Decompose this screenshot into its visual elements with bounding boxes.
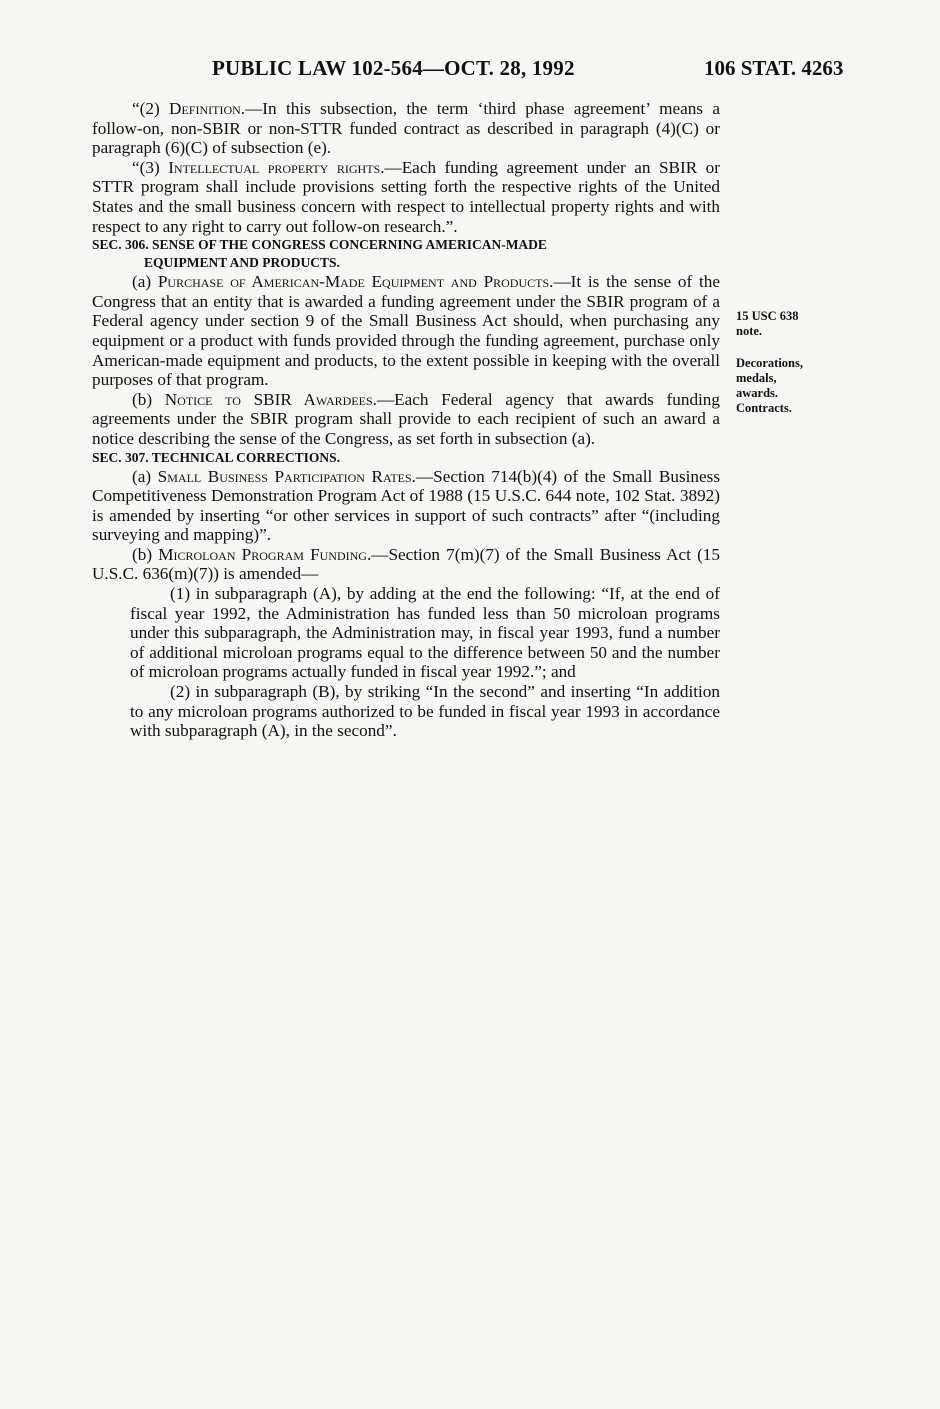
- paragraph-heading: Small Business Participation Rates: [157, 466, 412, 486]
- paragraph-notice: [92, 390, 720, 449]
- paragraph-number: (b): [132, 544, 159, 564]
- paragraph-subpara-a: (1) in subparagraph (A), by adding at the end the following: “If, at the end of fiscal year 1992, the Administration has funded less than 50 microloan programs under this subparagraph, the Administration may, in fiscal year 1993, fund a number of additional microloan programs equal to the difference between 50 and the number of microloan programs actually funded in fiscal year 1992.”; and: [130, 584, 720, 682]
- paragraph-number: “(3): [132, 157, 169, 177]
- paragraph-text: .—Section 714(b)(4) of the Small Business Competitiveness Demonstration Program Act of 1988 (15 U.S.C. 644 note, 102 Stat. 3892) is amended by inserting “or other services in support of such contracts” after “(including surveying and mapping)”.: [92, 466, 721, 545]
- paragraph-number: (a): [132, 272, 158, 292]
- section-307-heading: SEC. 307. TECHNICAL CORRECTIONS.: [92, 449, 341, 465]
- paragraph-number: (a): [132, 466, 158, 486]
- paragraph-microloan: [92, 545, 720, 584]
- paragraph-heading: Definition: [169, 99, 241, 118]
- document-body: [92, 99, 720, 741]
- page-number: 106 STAT. 4263: [704, 56, 844, 80]
- margin-note-citation: 15 USC 638 note.: [736, 309, 799, 338]
- paragraph-heading: Intellectual property rights: [168, 157, 381, 177]
- paragraph-text: .—Each Federal agency that awards funding agreements under the SBIR program shall provide to each recipient of such an award a notice describing the sense of the Congress, as set forth in subsection (a).: [92, 389, 720, 448]
- paragraph-subpara-b: (2) in subparagraph (B), by striking “In the second” and inserting “In addition to any microloan programs authorized to be funded in fiscal year 1993 in accordance with subparagraph (A), in the second”.: [130, 682, 720, 741]
- paragraph-heading: Microloan Program Funding: [158, 544, 367, 564]
- section-306-heading: [92, 236, 720, 272]
- paragraph-number: “(2): [132, 99, 170, 118]
- paragraph-purchase: [92, 272, 720, 390]
- paragraph-participation-rates: [92, 467, 720, 545]
- paragraph-ip-rights: [92, 158, 720, 236]
- paragraph-number: (b): [132, 389, 165, 409]
- paragraph-text: .—Each funding agreement under an SBIR or STTR program shall include provisions setting forth the respective rights of the United States and the small business concern with respect to intellectual property rights and with respect to any right to carry out follow-on research.”.: [92, 157, 720, 236]
- paragraph-text: .—Section 7(m)(7) of the Small Business Act (15 U.S.C. 636(m)(7)) is amended—: [92, 544, 720, 584]
- section-heading-line: EQUIPMENT AND PRODUCTS.: [144, 255, 340, 271]
- paragraph-text: .—In this subsection, the term ‘third phase agreement’ means a follow-on, non-SBIR or non-STTR funded contract as described in paragraph (4)(C) or paragraph (6)(C) of subsection (e).: [92, 99, 721, 158]
- section-heading-line: SEC. 306. SENSE OF THE CONGRESS CONCERNING AMERICAN-MADE: [92, 237, 547, 253]
- paragraph-heading: Purchase of American-Made Equipment and Products: [157, 272, 550, 292]
- paragraph-definition: [92, 99, 720, 158]
- page-header-title: PUBLIC LAW 102-564—OCT. 28, 1992: [212, 56, 575, 80]
- paragraph-text: .—It is the sense of the Congress that an entity that is awarded a funding agreement under the SBIR program of a Federal agency under section 9 of the Small Business Act should, when purchasing any equipment or a product with funds provided through the funding agreement, purchase only American-made equipment and products, to the extent possible in keeping with the overall purposes of that program.: [92, 272, 720, 390]
- paragraph-heading: Notice to SBIR Awardees: [164, 389, 373, 409]
- margin-note-subjects: Decorations, medals, awards. Contracts.: [736, 356, 803, 415]
